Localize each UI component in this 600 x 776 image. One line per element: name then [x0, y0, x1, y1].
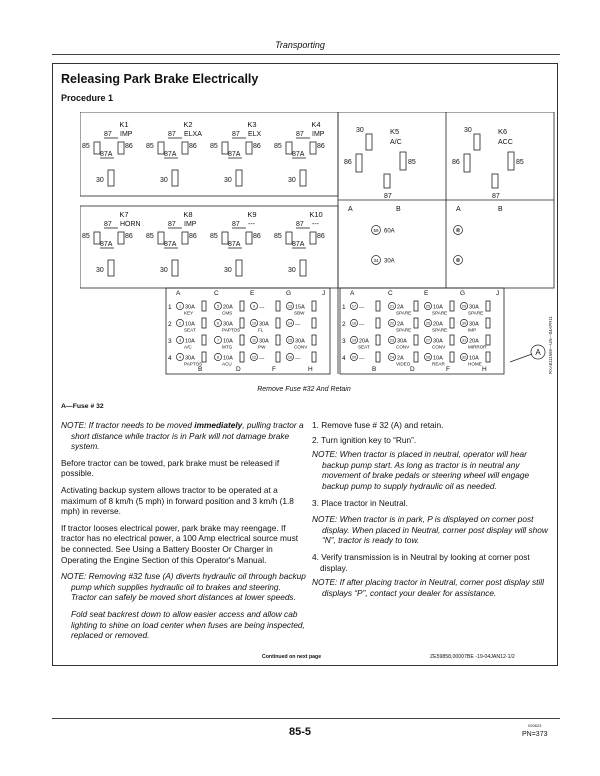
terminal-85-label: 85 — [210, 143, 218, 150]
fuse-number: 32 — [461, 355, 467, 360]
column-letter: F — [272, 366, 276, 373]
terminal-30-label: 30 — [160, 177, 168, 184]
terminal-30-label: 30 — [224, 267, 232, 274]
fuse-number: 18 — [351, 321, 357, 326]
row-number: 1 — [168, 304, 172, 311]
fuse-relay-diagram — [80, 112, 555, 380]
fuse-number: 6 — [216, 321, 220, 326]
paragraph-towing: Before tractor can be towed, park brake must be released if possible. — [61, 457, 280, 479]
fuse-7-label: MTG — [222, 344, 233, 350]
terminal-85-label: 85 — [146, 143, 154, 150]
fuse-number: 1 — [178, 304, 182, 309]
terminal-85 — [508, 152, 514, 170]
fuse-slot — [414, 352, 418, 362]
terminal-85-label: 85 — [516, 159, 524, 166]
top-relay-0-name: K1 — [119, 120, 129, 129]
fuse-slot — [376, 352, 380, 362]
fuse-4-rating: 30A — [185, 355, 195, 362]
terminal-30 — [300, 260, 306, 276]
terminal-85-label: 85 — [274, 233, 282, 240]
fuse-number: 30 — [461, 321, 467, 326]
fuse-number: 23 — [389, 338, 395, 343]
top-relay-0-function: IMP — [120, 131, 133, 138]
column-letter: B — [198, 366, 203, 373]
terminal-87-label: 87 — [232, 221, 240, 228]
footer-code: 020623 — [528, 723, 542, 728]
bottom-relay-0-name: K7 — [119, 210, 129, 219]
column-letter-j: J — [322, 290, 326, 297]
column-letter: D — [236, 366, 241, 373]
terminal-86 — [182, 232, 188, 244]
terminal-30-label: 30 — [224, 177, 232, 184]
terminal-30-label: 30 — [464, 127, 472, 134]
terminal-30-label: 30 — [288, 177, 296, 184]
fuse-4-label: PAPTOS — [184, 361, 203, 367]
terminal-87-label: 87 — [296, 131, 304, 138]
step-3: 3. Place tractor in Neutral. — [312, 497, 408, 508]
fuse-32-rating: 10A — [469, 355, 479, 362]
fuse-26-label: SPARE — [432, 327, 448, 333]
column-letter: A — [350, 290, 355, 297]
fuse-number: 8 — [216, 355, 220, 360]
fuse-number: 26 — [425, 321, 431, 326]
terminal-87-label: 87 — [492, 193, 500, 200]
terminal-30 — [172, 260, 178, 276]
fuse-slot — [486, 352, 490, 362]
terminal-87a-label: 87A — [292, 151, 305, 158]
terminal-86 — [246, 142, 252, 154]
terminal-86-label: 86 — [125, 143, 133, 150]
fuse-22-rating: 2A — [397, 321, 404, 328]
row-number: 4 — [168, 355, 172, 362]
fuse-slot — [312, 318, 316, 328]
callout-leader — [510, 354, 532, 362]
header-rule — [52, 54, 560, 55]
note-emphasis: immediately — [194, 420, 243, 430]
fuse-11-rating: 30A — [259, 338, 269, 345]
fuse-31-rating: 20A — [469, 338, 479, 345]
fuse-32-label: HOME — [468, 361, 482, 367]
fuse-22-label: SPARE — [396, 327, 412, 333]
fuse-number: 3 — [178, 338, 182, 343]
row-number: 1 — [342, 304, 346, 311]
big-fuse-rating: 60A — [384, 228, 395, 235]
terminal-86-label: 86 — [317, 143, 325, 150]
fuse-number: 20 — [351, 355, 357, 360]
fuse-number: 22 — [389, 321, 395, 326]
empty-slot-mark: ⊗ — [455, 258, 461, 264]
terminal-86 — [118, 142, 124, 154]
terminal-87a-label: 87A — [164, 241, 177, 248]
terminal-30 — [474, 134, 480, 150]
terminal-87a-label: 87A — [100, 241, 113, 248]
fuse-slot — [450, 301, 454, 311]
continued-label: Continued on next page — [262, 654, 322, 660]
fuse-number: 15 — [287, 338, 293, 343]
fuse-number: 24 — [389, 355, 395, 360]
terminal-86 — [310, 142, 316, 154]
fuse-13-label: SBW — [294, 310, 305, 316]
column-letter-b: B — [498, 206, 503, 213]
column-letter: E — [424, 290, 429, 297]
fuse-25-label: SPARE — [432, 310, 448, 316]
fuse-23-label: CONV — [396, 344, 410, 350]
fuse-slot — [276, 335, 280, 345]
large-relay-0-function: A/C — [390, 139, 402, 146]
terminal-85-label: 85 — [146, 233, 154, 240]
section-title: Releasing Park Brake Electrically — [61, 72, 259, 86]
fuse-29-rating: 30A — [469, 304, 479, 311]
fuse-30-label: IMP — [468, 327, 477, 333]
fuse-slot — [486, 318, 490, 328]
fuse-slot — [312, 352, 316, 362]
fuse-24-rating: 2A — [397, 355, 404, 362]
fuse-6-label: PAPTOS — [222, 327, 241, 333]
fuse-28-label: REAR — [432, 361, 445, 367]
fuse-slot — [312, 335, 316, 345]
terminal-85 — [400, 152, 406, 170]
fuse-15-label: CONV — [294, 344, 308, 350]
fuse-number: 17 — [351, 304, 357, 309]
fuse-10-rating: 30A — [259, 321, 269, 328]
large-relay-1-name: K6 — [498, 127, 508, 136]
running-header: Transporting — [275, 40, 325, 50]
fuse-19-rating: 20A — [359, 338, 369, 345]
terminal-85-label: 85 — [408, 159, 416, 166]
bottom-relay-2-function: --- — [248, 221, 255, 228]
row-number: 2 — [342, 321, 346, 328]
big-fuse-rating: 30A — [384, 258, 395, 265]
fuse-14-rating: --- — [295, 321, 301, 328]
terminal-87-label: 87 — [104, 131, 112, 138]
fuse-number: 5 — [216, 304, 220, 309]
fuse-8-rating: 10A — [223, 355, 233, 362]
terminal-87a-label: 87A — [100, 151, 113, 158]
terminal-86-label: 86 — [317, 233, 325, 240]
right-column — [312, 420, 552, 604]
bottom-relay-1-name: K8 — [183, 210, 193, 219]
callout-a-label: A — [535, 348, 541, 357]
top-relay-3-name: K4 — [311, 120, 321, 129]
footer-rule — [52, 718, 560, 719]
top-relay-1-function: ELXA — [184, 131, 202, 138]
terminal-86 — [464, 154, 470, 172]
terminal-30 — [236, 260, 242, 276]
terminal-87 — [492, 174, 498, 188]
fuse-number: 13 — [287, 304, 293, 309]
bottom-relay-0-function: HORN — [120, 221, 141, 228]
terminal-87a-label: 87A — [228, 151, 241, 158]
fuse-number: 11 — [252, 338, 256, 343]
fuse-slot — [202, 301, 206, 311]
note-backrest: Fold seat backrest down to allow easier access and allow cab lighting to shine on load center when fuses are being inspected, replaced or removed. — [71, 608, 305, 641]
terminal-86-label: 86 — [253, 233, 261, 240]
terminal-87-label: 87 — [168, 221, 176, 228]
fuse-number: 31 — [461, 338, 467, 343]
terminal-86-label: 86 — [189, 233, 197, 240]
large-relay-0-name: K5 — [390, 127, 400, 136]
top-relay-2-name: K3 — [247, 120, 257, 129]
row-number: 2 — [168, 321, 172, 328]
fuse-slot — [450, 352, 454, 362]
fuse-slot — [276, 301, 280, 311]
column-letter: C — [388, 290, 393, 297]
terminal-30-label: 30 — [96, 177, 104, 184]
terminal-30 — [300, 170, 306, 186]
fuse-3-rating: 10A — [185, 338, 195, 345]
fuse-31-label: MIRROR — [468, 344, 487, 350]
fuse-6-rating: 30A — [223, 321, 233, 328]
fuse-slot — [240, 352, 244, 362]
terminal-30 — [172, 170, 178, 186]
fuse-5-label: CMS — [222, 310, 233, 316]
fuse-slot — [414, 318, 418, 328]
terminal-87-label: 87 — [232, 131, 240, 138]
fuse-number: 25 — [425, 304, 431, 309]
terminal-86-label: 86 — [125, 233, 133, 240]
bottom-relay-2-name: K9 — [247, 210, 257, 219]
fuse-number: 28 — [425, 355, 431, 360]
fuse-23-rating: 30A — [397, 338, 407, 345]
fuse-26-rating: 20A — [433, 321, 443, 328]
terminal-87a-label: 87A — [164, 151, 177, 158]
terminal-86 — [182, 142, 188, 154]
fuse-13-rating: 15A — [295, 304, 305, 311]
terminal-86 — [246, 232, 252, 244]
fuse-number: 19 — [351, 338, 357, 343]
fuse-25-rating: 10A — [433, 304, 443, 311]
column-letter: A — [176, 290, 181, 297]
column-letter: B — [372, 366, 377, 373]
terminal-86-label: 86 — [189, 143, 197, 150]
column-letter: E — [250, 290, 255, 297]
fuse-8-label: ACU — [222, 361, 232, 367]
column-letter: C — [214, 290, 219, 297]
terminal-30-label: 30 — [160, 267, 168, 274]
figure-legend: A—Fuse # 32 — [61, 403, 104, 410]
terminal-85-label: 85 — [82, 143, 90, 150]
fuse-20-rating: --- — [359, 355, 365, 362]
fuse-3-label: A/C — [184, 344, 192, 350]
terminal-85-label: 85 — [210, 233, 218, 240]
fuse-slot — [376, 318, 380, 328]
fuse-slot — [276, 352, 280, 362]
top-relay-1-name: K2 — [183, 120, 193, 129]
fuse-number: 21 — [389, 304, 395, 309]
note-remove-fuse: NOTE: Removing #32 fuse (A) diverts hydraulic oil through backup pump which supplies hydraulic oil to brakes and steering. Tractor can safely be moved short distances at lower speeds. — [61, 571, 306, 603]
fuse-slot — [276, 318, 280, 328]
fuse-17-rating: --- — [359, 304, 365, 311]
fuse-5-rating: 20A — [223, 304, 233, 311]
big-fuse-number: 34 — [373, 258, 379, 263]
terminal-87a-label: 87A — [228, 241, 241, 248]
fuse-slot — [376, 335, 380, 345]
terminal-30 — [108, 260, 114, 276]
bottom-relay-1-function: IMP — [184, 221, 197, 228]
fuse-number: 4 — [178, 355, 182, 360]
bottom-relay-3-name: K10 — [309, 210, 323, 219]
fuse-slot — [312, 301, 316, 311]
fuse-number: 14 — [287, 321, 293, 326]
row-number: 3 — [342, 338, 346, 345]
fuse-29-label: SPARE — [468, 310, 484, 316]
fuse-number: 2 — [178, 321, 182, 326]
terminal-87a-label: 87A — [292, 241, 305, 248]
fuse-21-rating: 2A — [397, 304, 404, 311]
fuse-slot — [202, 352, 206, 362]
note-dealer: NOTE: If after placing tractor in Neutral, corner post display still displays “P”, contact your dealer for assistance. — [312, 577, 544, 598]
terminal-30 — [236, 170, 242, 186]
column-letter: F — [446, 366, 450, 373]
terminal-30 — [366, 134, 372, 150]
top-relay-2-function: ELX — [248, 131, 262, 138]
terminal-85-label: 85 — [82, 233, 90, 240]
fuse-slot — [486, 335, 490, 345]
fuse-slot — [240, 335, 244, 345]
step-4: 4. Verify transmission is in Neutral by looking at corner post display. — [312, 551, 530, 573]
fuse-number: 7 — [216, 338, 220, 343]
terminal-87-label: 87 — [104, 221, 112, 228]
figure-code: RXA0111569—UN—04APR11 — [548, 316, 553, 374]
terminal-30-label: 30 — [288, 267, 296, 274]
fuse-slot — [450, 335, 454, 345]
fuse-19-label: SEAT — [358, 344, 370, 350]
part-number: PN=373 — [522, 731, 548, 738]
figure-caption: Remove Fuse #32 And Retain — [257, 386, 351, 393]
column-letter-b: B — [396, 206, 401, 213]
fuse-number: 12 — [251, 355, 257, 360]
column-letter: H — [308, 366, 313, 373]
note-text: NOTE: If tractor needs to be moved — [61, 420, 195, 430]
fuse-30-rating: 30A — [469, 321, 479, 328]
fuse-slot — [202, 335, 206, 345]
terminal-87-label: 87 — [296, 221, 304, 228]
fuse-10-label: FL — [258, 327, 264, 333]
terminal-85-label: 85 — [274, 143, 282, 150]
terminal-86-label: 86 — [452, 159, 460, 166]
fuse-27-label: CONV — [432, 344, 446, 350]
document-id: ZE59858,00007BE -19-04JAN12-1/2 — [430, 654, 515, 660]
step-1: 1. Remove fuse # 32 (A) and retain. — [312, 420, 444, 430]
note-neutral-pump: NOTE: When tractor is placed in neutral, operator will hear backup pump start. As long as tractor is in neutral any movement of brake pedals or steering wheel will engage backup pump to supply hydraulic oil as needed. — [312, 449, 530, 491]
fuse-number: 27 — [425, 338, 431, 343]
fuse-1-label: KEY — [184, 310, 194, 316]
fuse-number: 9 — [252, 304, 256, 309]
fuse-15-rating: 30A — [295, 338, 305, 345]
terminal-86 — [356, 154, 362, 172]
column-letter: G — [460, 290, 466, 297]
fuse-7-rating: 10A — [223, 338, 233, 345]
left-column — [61, 420, 307, 647]
column-letter-j: J — [496, 290, 500, 297]
fuse-28-rating: 10A — [433, 355, 443, 362]
fuse-2-rating: 10A — [185, 321, 195, 328]
column-letter-a: A — [456, 206, 461, 213]
fuse-12-rating: --- — [259, 355, 265, 362]
terminal-87-label: 87 — [168, 131, 176, 138]
fuse-number: 29 — [461, 304, 467, 309]
terminal-86 — [118, 232, 124, 244]
column-letter: D — [410, 366, 415, 373]
top-relay-3-function: IMP — [312, 131, 325, 138]
note-immediately — [61, 420, 307, 452]
fuse-slot — [486, 301, 490, 311]
fuse-16-rating: --- — [295, 355, 301, 362]
fuse-slot — [414, 301, 418, 311]
procedure-heading: Procedure 1 — [61, 93, 114, 103]
empty-slot-mark: ⊗ — [455, 228, 461, 234]
terminal-86-label: 86 — [253, 143, 261, 150]
terminal-30-label: 30 — [96, 267, 104, 274]
fuse-18-rating: --- — [359, 321, 365, 328]
column-letter: H — [482, 366, 487, 373]
terminal-86-label: 86 — [344, 159, 352, 166]
column-letter-a: A — [348, 206, 353, 213]
fuse-1-rating: 30A — [185, 304, 195, 311]
fuse-number: 16 — [287, 355, 293, 360]
fuse-2-label: SEAT — [184, 327, 196, 333]
note-text: , pulling tractor a short distance while tractor is in Park will not damage brake system. — [71, 420, 304, 452]
fuse-slot — [240, 301, 244, 311]
paragraph-power-loss: If tractor looses electrical power, park brake may reengage. If tractor has no electrical power, a 100 Amp electrical source must be connected. See Using a Battery Booster Or Charger in Operating the Engine Section of this Operator's Manual. — [61, 522, 299, 565]
fuse-slot — [202, 318, 206, 328]
large-relay-1-function: ACC — [498, 139, 513, 146]
step-2: 2. Turn ignition key to “Run”. — [312, 434, 417, 445]
fuse-slot — [414, 335, 418, 345]
fuse-9-rating: --- — [259, 304, 265, 311]
terminal-30 — [108, 170, 114, 186]
big-fuse-number: 59 — [373, 228, 379, 233]
fuse-number: 10 — [251, 321, 257, 326]
page-number: 85-5 — [288, 726, 312, 738]
terminal-87 — [384, 174, 390, 188]
column-letter: G — [286, 290, 292, 297]
terminal-86 — [310, 232, 316, 244]
fuse-27-rating: 30A — [433, 338, 443, 345]
row-number: 4 — [342, 355, 346, 362]
fuse-slot — [376, 301, 380, 311]
row-number: 3 — [168, 338, 172, 345]
fuse-slot — [240, 318, 244, 328]
note-park-display: NOTE: When tractor is in park, P is displayed on corner post display. When placed in Neutral, corner post display will show “N”, tractor is ready to tow. — [312, 514, 548, 546]
paragraph-backup-speed: Activating backup system allows tractor to be operated at a maximum of 8 km/h (5 mph) in forward position and 3 km/h (1.8 mph) in reverse. — [61, 484, 294, 517]
bottom-relay-3-function: --- — [312, 221, 319, 228]
fuse-11-label: PW — [258, 344, 266, 350]
terminal-30-label: 30 — [356, 127, 364, 134]
terminal-87-label: 87 — [384, 193, 392, 200]
fuse-24-label: VIDEO — [396, 361, 411, 367]
fuse-slot — [450, 318, 454, 328]
fuse-21-label: SPARE — [396, 310, 412, 316]
